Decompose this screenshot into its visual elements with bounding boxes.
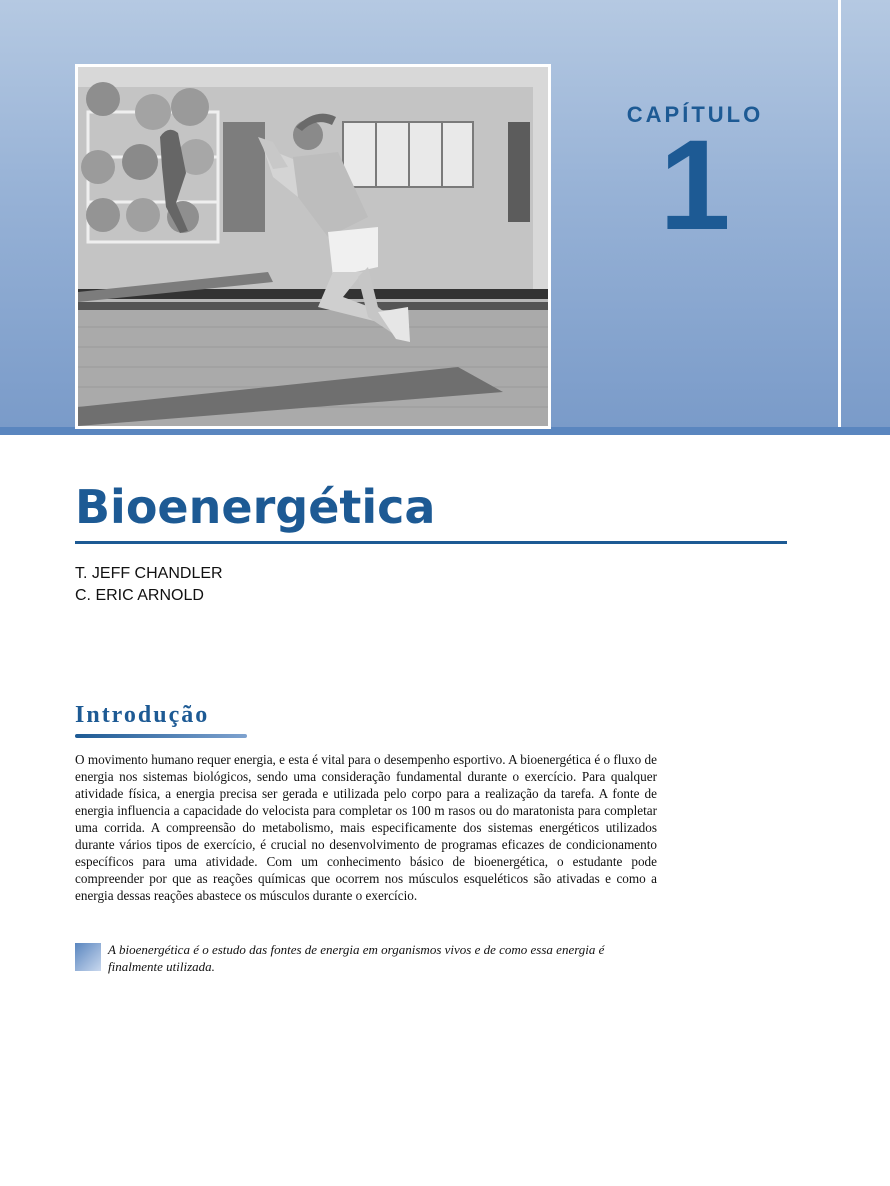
- intro-paragraph: O movimento humano requer energia, e esta é vital para o desempenho esportivo. A bioenergética é o fluxo de energia nos sistemas biológicos, sendo uma consideração fundamental durante o exercício. Para qualquer atividade física, a energia precisa ser gerada e utilizada pelo corpo para a realização da tarefa. A fonte de energia influencia a capacidade do velocista para completar os 100 m rasos ou do maratonista para completar uma corrida. A compreensão do metabolismo, mais especificamente dos sistemas energéticos utilizados durante vários tipos de exercício, é crucial no desenvolvimento de programas eficazes de condicionamento específicos para uma atividade. Com um conhecimento básico de bioenergética, o estudante pode compreender por que as reações químicas que ocorrem nos músculos esqueléticos são ativadas e como a energia dessas reações abastece os músculos durante o exercício.: [75, 752, 657, 903]
- chapter-photo: [75, 64, 551, 429]
- side-strip: [838, 0, 841, 427]
- section-underline: [75, 734, 247, 738]
- chapter-number: 1: [659, 114, 731, 257]
- callout-marker: [75, 943, 101, 971]
- chapter-label: CAPÍTULO: [626, 102, 764, 127]
- gym-jump-photo-icon: [78, 67, 548, 426]
- author-name: T. JEFF CHANDLER: [75, 565, 223, 582]
- authors: [75, 563, 223, 607]
- callout-text: A bioenergética é o estudo das fontes de energia em organismos vivos e de como essa energia é finalmente utilizada.: [108, 942, 605, 974]
- section-heading: Introdução: [75, 702, 210, 728]
- author-name: C. ERIC ARNOLD: [75, 587, 204, 604]
- chapter-title: Bioenergética: [75, 480, 436, 534]
- title-rule: [75, 541, 787, 544]
